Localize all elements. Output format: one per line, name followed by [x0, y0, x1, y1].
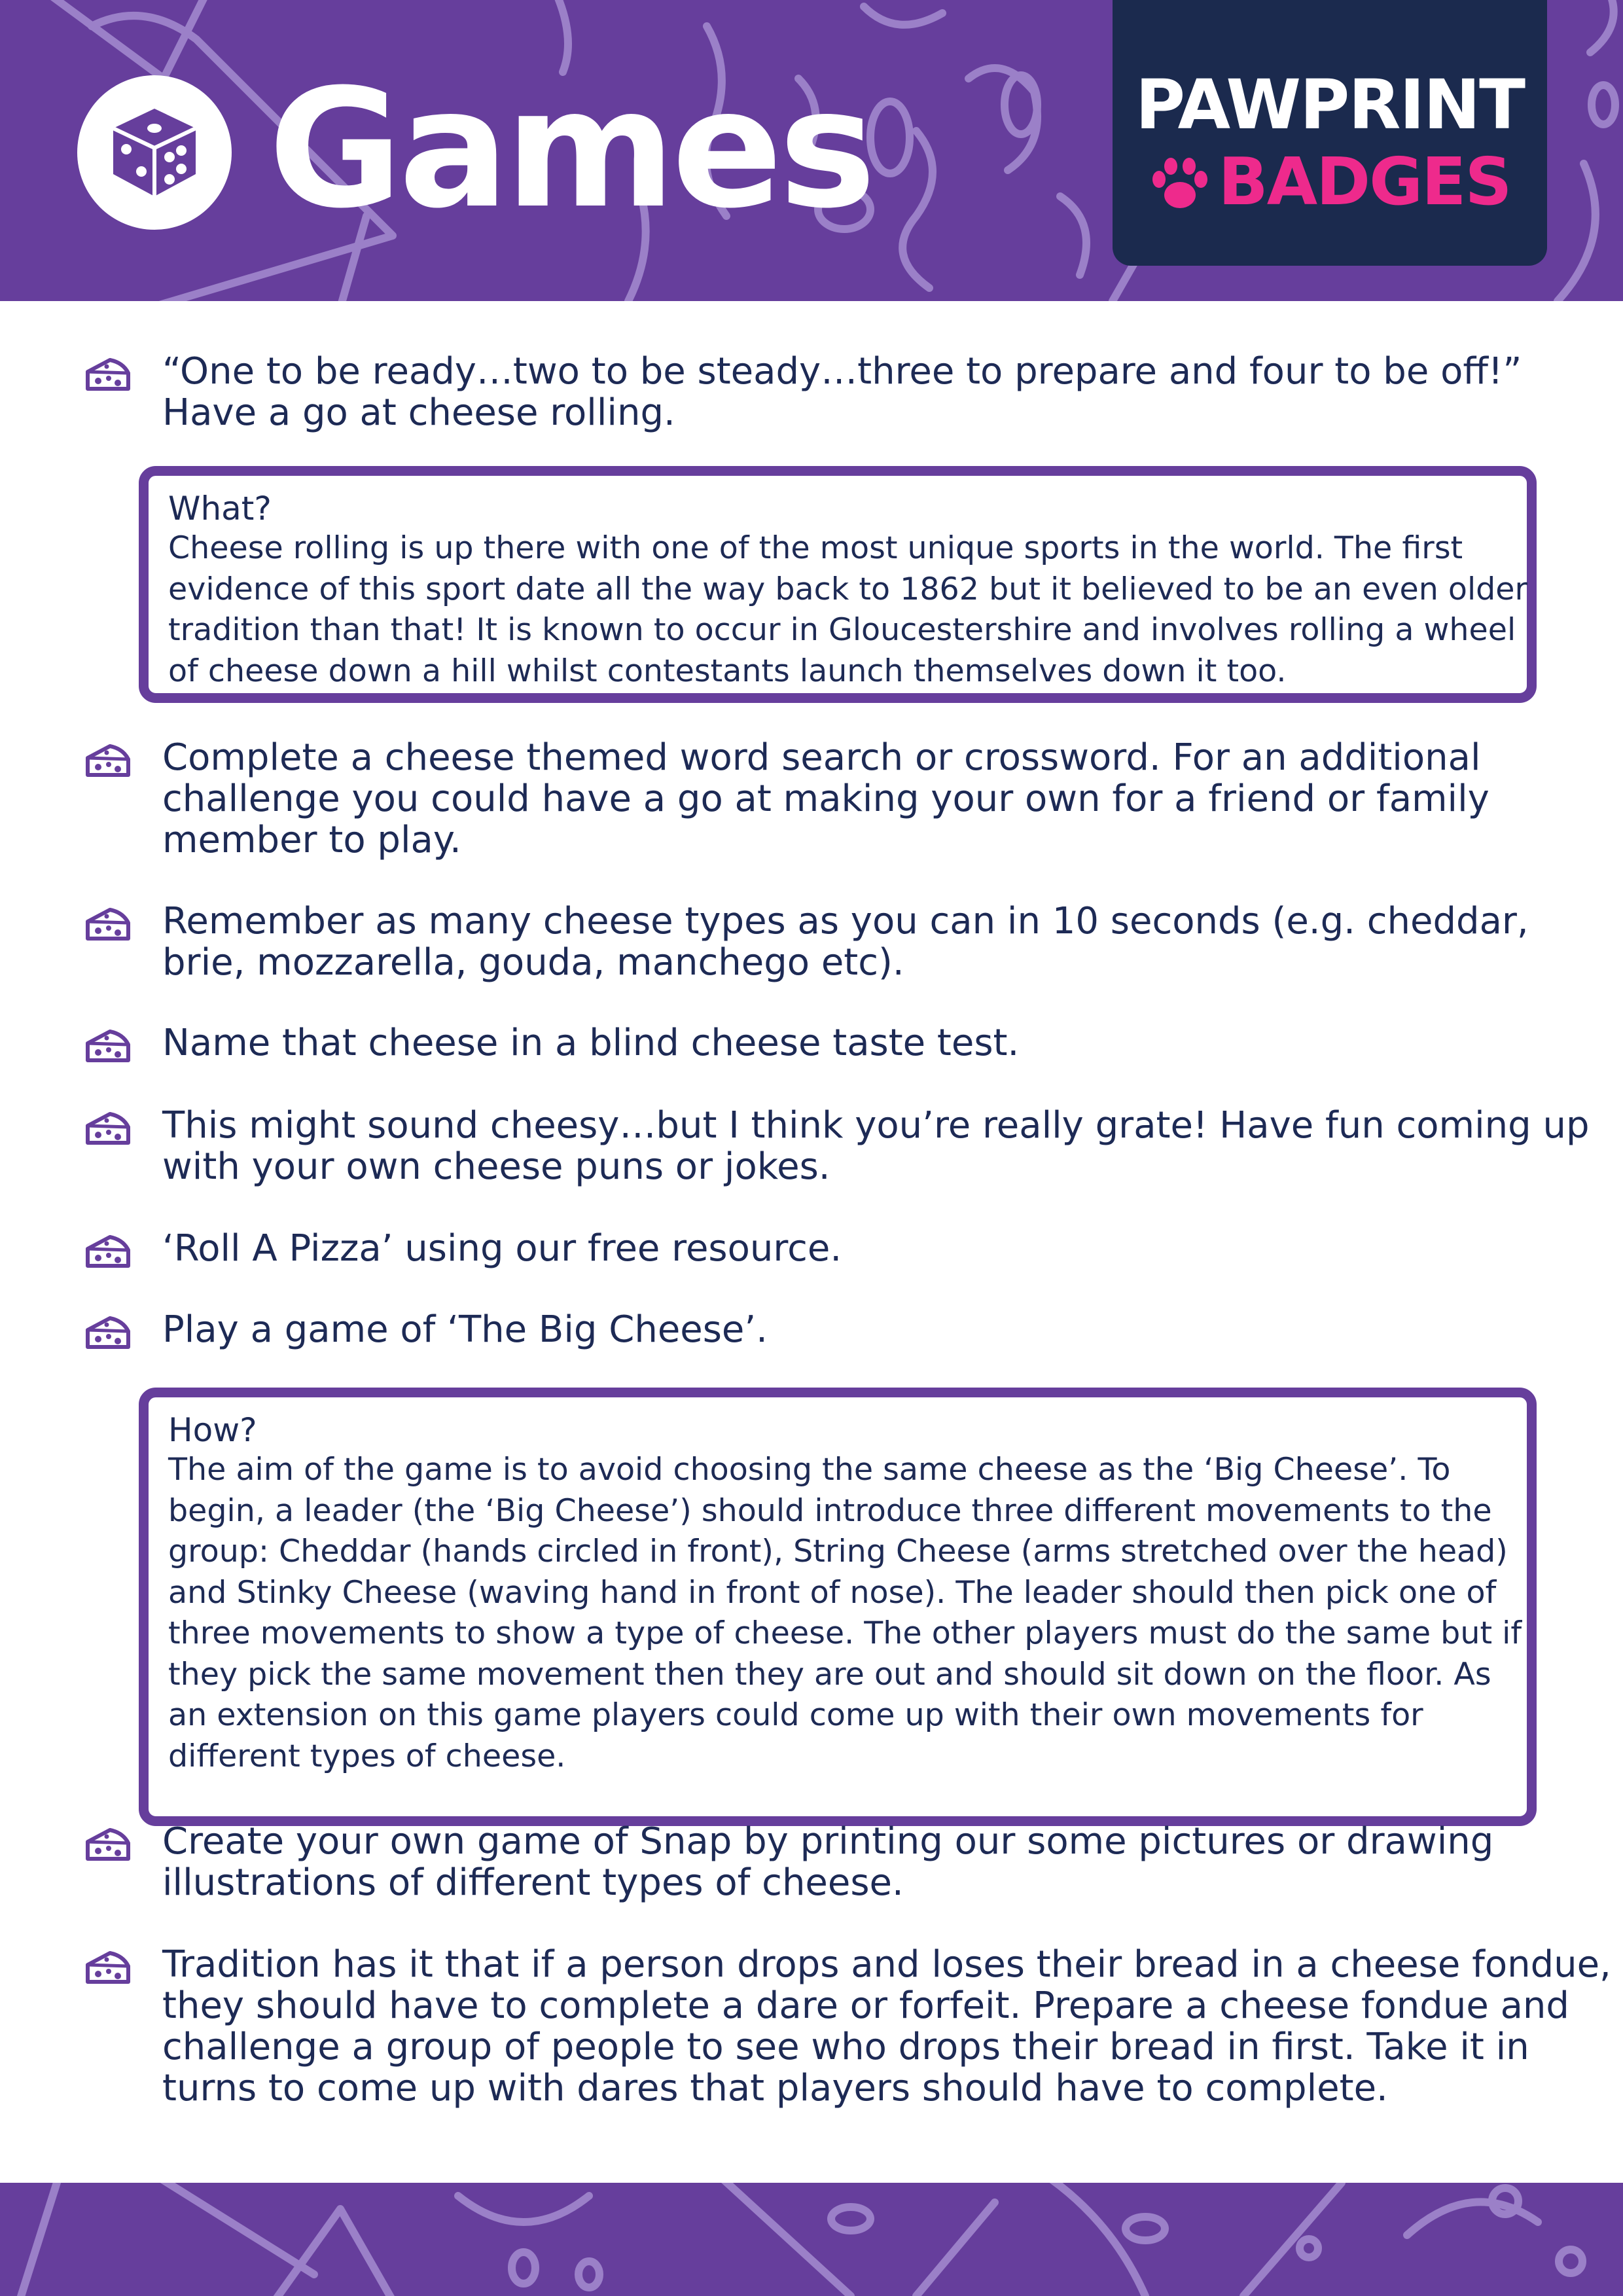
logo-wordmark-top: PAWPRINT	[1135, 65, 1525, 145]
cheese-bullet-icon	[85, 1110, 131, 1147]
paw-icon	[1149, 157, 1211, 212]
box-body: The aim of the game is to avoid choosing the same cheese as the ‘Big Cheese’. To begin, a leader (the ‘Big Cheese’) should introduce three different movements to the group: Cheddar (hands circled in front), String Cheese (arms stretched over the head) and Stinky Cheese (waving hand in front of nose). The leader should then pick one of three movements to show a type of cheese. The other players must do the same but if they pick the same movement then they are out and should sit down on the floor. As an extension on this game players could come up with their own movements for different types of cheese.	[168, 1452, 1522, 1774]
box-heading: How?	[168, 1411, 257, 1449]
item-text: Complete a cheese themed word search or crossword. For an additional challenge you could have a go at making your own for a friend or family member to play.	[162, 736, 1489, 861]
item-text: “One to be ready…two to be steady…three to prepare and four to be off!” Have a go at cheese rolling.	[162, 350, 1522, 434]
how-info-box	[139, 1388, 1537, 1826]
logo-wordmark-bottom	[1113, 143, 1547, 221]
cheese-bullet-icon	[85, 906, 131, 942]
cheese-bullet-icon	[85, 1314, 131, 1351]
cheese-bullet-icon	[85, 1028, 131, 1064]
what-info-box	[139, 466, 1537, 703]
cheese-bullet-icon	[85, 1233, 131, 1270]
cheese-bullet-icon	[85, 1826, 131, 1863]
item-text: Create your own game of Snap by printing our some pictures or drawing illustrations of different types of cheese.	[162, 1820, 1494, 1904]
header-banner	[0, 0, 1623, 301]
footer-doodle-pattern	[0, 2183, 1623, 2296]
box-body: Cheese rolling is up there with one of the most unique sports in the world. The first evidence of this sport date all the way back to 1862 but it believed to be an even older tradition than that! It is known to occur in Gloucestershire and involves rolling a wheel of cheese down a hill whilst contestants launch themselves down it too.	[168, 530, 1528, 689]
item-text: ‘Roll A Pizza’ using our free resource.	[162, 1227, 842, 1270]
cheese-bullet-icon	[85, 1949, 131, 1986]
footer-banner	[0, 2183, 1623, 2296]
item-text: Play a game of ‘The Big Cheese’.	[162, 1308, 768, 1351]
box-heading: What?	[168, 490, 272, 528]
item-text: This might sound cheesy…but I think you’re really grate! Have fun coming up with your own cheese puns or jokes.	[162, 1104, 1590, 1188]
item-text: Name that cheese in a blind cheese taste test.	[162, 1022, 1020, 1064]
item-text: Tradition has it that if a person drops and loses their bread in a cheese fondue, they should have to complete a dare or forfeit. Prepare a cheese fondue and challenge a group of people to see who drops their bread in first. Take it in turns to come up with dares that players should have to complete.	[162, 1943, 1611, 2109]
cheese-bullet-icon	[85, 742, 131, 779]
logo-badges-text: BADGES	[1218, 143, 1511, 220]
dice-icon	[105, 103, 204, 202]
pawprint-badges-logo	[1113, 0, 1547, 266]
dice-icon-badge	[77, 75, 232, 230]
item-text: Remember as many cheese types as you can in 10 seconds (e.g. cheddar, brie, mozzarella, gouda, manchego etc).	[162, 900, 1529, 984]
page-title: Games	[268, 54, 872, 244]
cheese-bullet-icon	[85, 356, 131, 393]
